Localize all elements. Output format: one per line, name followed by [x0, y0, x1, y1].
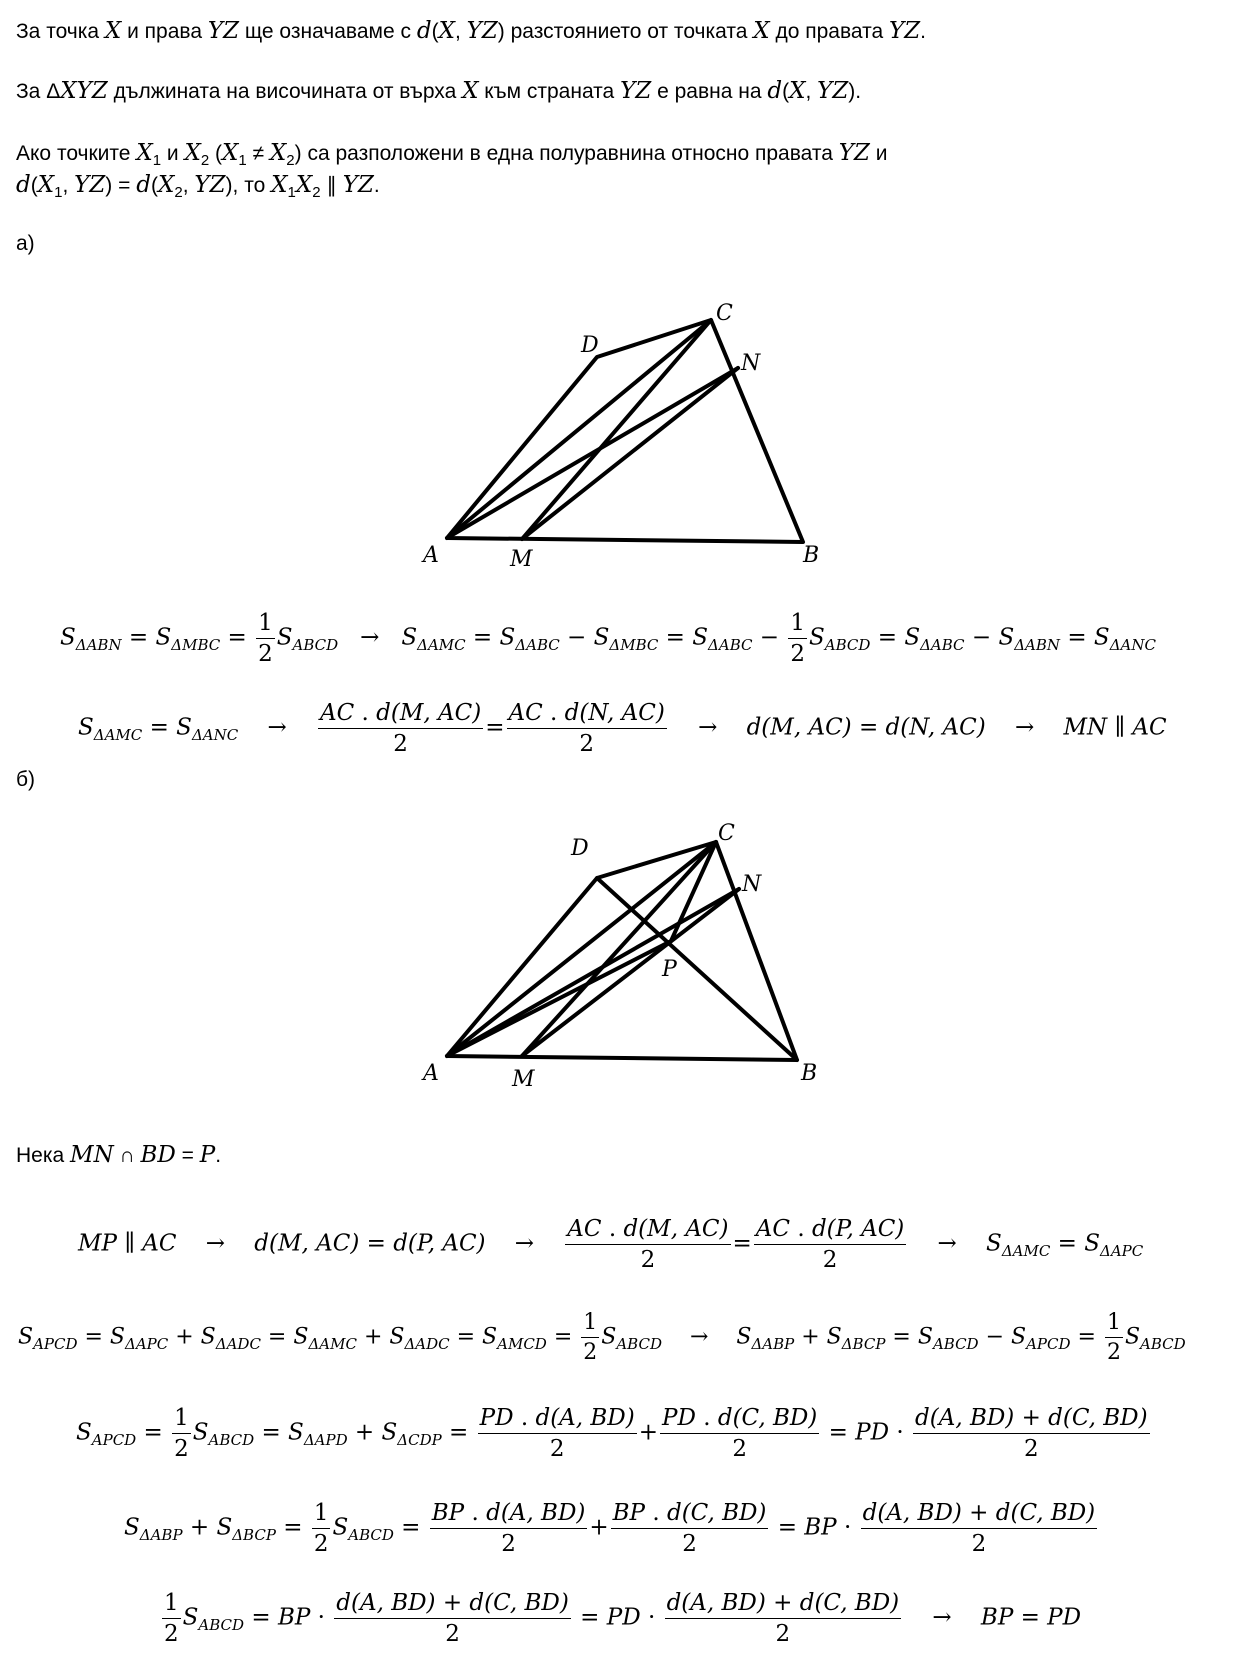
figure-a-label-b: B	[803, 543, 820, 568]
figure-b-label-m: M	[512, 1067, 535, 1092]
part-b-equation-1: MP ∥ AC → d(M, AC) = d(P, AC) → $\frac{AC . d(M, AC)}{2}$ = $\frac{AC . d(P, AC)}{2}$ → $S_{\Delta AMC} = S_{\Delta APC}$	[78, 1216, 1144, 1273]
definition-parallel-line2: $d(X_1$, $YZ) = d(X_2$, YZ), то $X_1X_2$ ∥ YZ.	[16, 172, 380, 202]
part-a-equation-2: $S_{\Delta AMC} = S_{\Delta ANC}$ → $\frac{AC . d(M, AC)}{2}$ = $\frac{AC . d(N, AC)}{2}$ → d(M, AC) = d(N, AC) → MN ∥ AC	[78, 700, 1167, 757]
figure-a-segment-mn	[522, 368, 738, 539]
part-a-equation-1: $S_{\Delta ABN} = S_{\Delta MBC}$ = $\frac{1}{2}$ $S_{ABCD}$ → $S_{\Delta AMC} = S_{\Delta ABC} - S_{\Delta MBC} = S_{\Delta ABC}$ − $\frac{1}{2}$ $S_{ABCD} = S_{\Delta ABC} - S_{\Delta ABN} = S_{\Delta ANC}$	[60, 610, 1156, 667]
figure-b-label-p: P	[662, 957, 677, 982]
figure-a-label-d: D	[581, 333, 599, 358]
part-b-equation-2: $S_{APCD} = S_{\Delta APC} + S_{\Delta ADC} = S_{\Delta AMC} + S_{\Delta ADC} = S_{AMCD}$ = $\frac{1}{2}$ $S_{ABCD}$ → $S_{\Delta ABP} + S_{\Delta BCP} = S_{ABCD} - S_{APCD}$ = $\frac{1}{2}$ $S_{ABCD}$	[18, 1310, 1186, 1365]
figure-b-segment-an	[447, 889, 739, 1056]
figure-a-diagonal-ac	[447, 320, 711, 538]
figure-a-segment-mc	[522, 320, 711, 539]
figure-b-segment-mc	[522, 842, 716, 1056]
part-b-equation-5: $\frac{1}{2}$ $S_{ABCD}$ = BP · $\frac{d(A, BD) + d(C, BD)}{2}$ = PD · $\frac{d(A, BD) + d(C, BD)}{2}$ → BP = PD	[164, 1590, 1082, 1647]
part-b-label: б)	[16, 768, 36, 791]
definition-distance: За точка X и права YZ ще означаваме с d(X, YZ) разстоянието от точката X до правата YZ.	[16, 18, 927, 44]
part-b-intro: Нека MN ∩ BD = P.	[16, 1142, 222, 1168]
figure-a-label-c: C	[716, 301, 733, 326]
figure-b	[0, 810, 1240, 1110]
definition-parallel-line1: Ако точките $X_1$ и $X_2$ $(X_1 \ne X_2)$ са разположени в една полуравнина относно правата YZ и	[16, 140, 888, 170]
figure-a-label-a: A	[423, 543, 439, 568]
figure-b-label-d: D	[571, 836, 589, 861]
part-b-equation-3: $S_{APCD}$ = $\frac{1}{2}$ $S_{ABCD} = S_{\Delta APD} + S_{\Delta CDP}$ = $\frac{PD . d(A, BD)}{2}$ + $\frac{PD . d(C, BD)}{2}$ = PD · $\frac{d(A, BD) + d(C, BD)}{2}$	[76, 1405, 1148, 1462]
part-b-equation-4: $S_{\Delta ABP} + S_{\Delta BCP}$ = $\frac{1}{2}$ $S_{ABCD}$ = $\frac{BP . d(A, BD)}{2}$ + $\frac{BP . d(C, BD)}{2}$ = BP · $\frac{d(A, BD) + d(C, BD)}{2}$	[124, 1500, 1096, 1557]
part-a-label: а)	[16, 232, 35, 255]
figure-a-segment-an	[447, 368, 738, 538]
figure-a	[0, 290, 1240, 580]
figure-b-diagonal-bd	[597, 878, 797, 1060]
figure-a-label-m: M	[510, 547, 533, 572]
figure-b-label-c: C	[718, 821, 735, 846]
figure-a-label-n: N	[741, 351, 761, 376]
figure-b-label-b: B	[801, 1061, 818, 1086]
figure-b-label-n: N	[742, 872, 762, 897]
definition-altitude: За ΔXYZ дължината на височината от върха X към страната YZ е равна на d(X, YZ).	[16, 78, 862, 104]
figure-b-label-a: A	[423, 1061, 439, 1086]
